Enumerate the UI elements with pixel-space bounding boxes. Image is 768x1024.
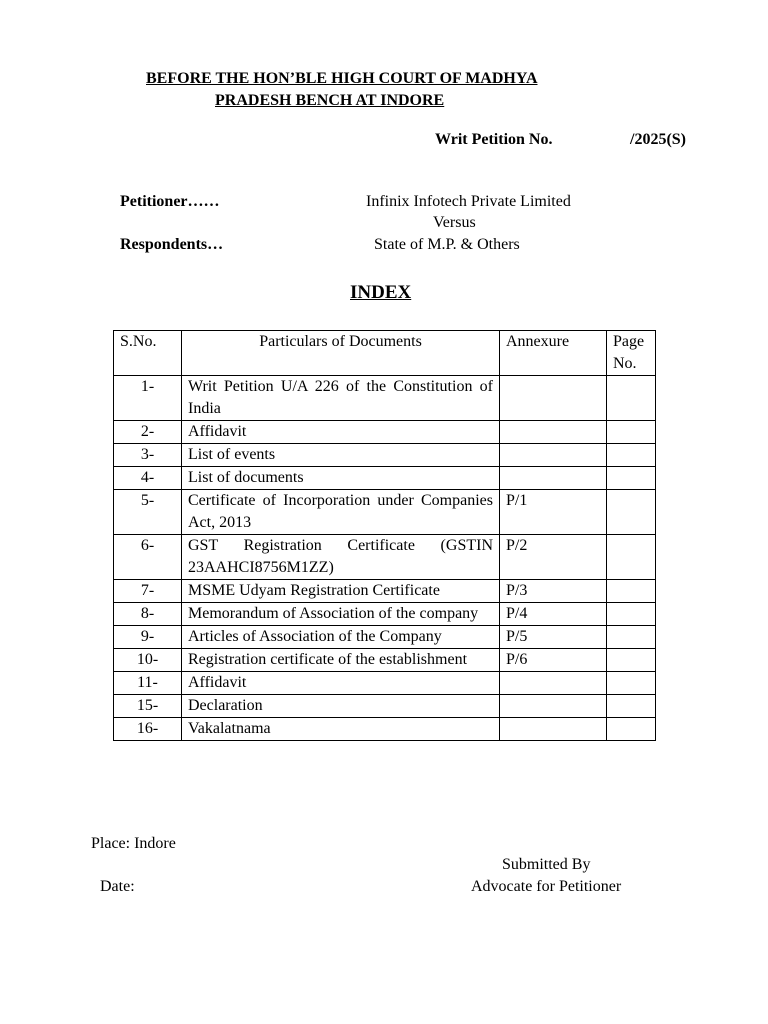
table-row (114, 672, 656, 695)
row-particulars: Declaration (182, 695, 500, 718)
row-sno: 5- (114, 490, 182, 535)
table-row (114, 603, 656, 626)
row-sno: 11- (114, 672, 182, 695)
row-page-no (607, 444, 656, 467)
row-annexure (500, 672, 607, 695)
row-page-no (607, 649, 656, 672)
row-annexure (500, 444, 607, 467)
advocate-text: Advocate for Petitioner (471, 878, 622, 895)
row-page-no (607, 695, 656, 718)
header-sno: S.No. (114, 331, 182, 376)
row-page-no (607, 490, 656, 535)
writ-petition-label: Writ Petition No. (435, 131, 553, 148)
row-annexure: P/6 (500, 649, 607, 672)
row-particulars: List of events (182, 444, 500, 467)
table-header-row (114, 331, 656, 376)
row-page-no (607, 603, 656, 626)
table-row (114, 649, 656, 672)
date-label: Date: (100, 878, 135, 895)
table-row (114, 626, 656, 649)
petitioner-label: Petitioner…… (120, 193, 220, 210)
row-annexure: P/1 (500, 490, 607, 535)
row-sno: 15- (114, 695, 182, 718)
row-annexure (500, 376, 607, 421)
row-particulars: Articles of Association of the Company (182, 626, 500, 649)
table-row (114, 376, 656, 421)
row-sno: 2- (114, 421, 182, 444)
table-row (114, 490, 656, 535)
row-annexure: P/4 (500, 603, 607, 626)
row-particulars: Writ Petition U/A 226 of the Constitution of India (182, 376, 500, 421)
table-row (114, 421, 656, 444)
row-particulars: Vakalatnama (182, 718, 500, 741)
row-particulars: Memorandum of Association of the company (182, 603, 500, 626)
court-heading-line-2: PRADESH BENCH AT INDORE (215, 92, 445, 109)
row-sno: 6- (114, 535, 182, 580)
row-page-no (607, 376, 656, 421)
row-page-no (607, 672, 656, 695)
submitted-by-text: Submitted By (502, 856, 591, 873)
row-sno: 7- (114, 580, 182, 603)
petitioner-name: Infinix Infotech Private Limited (366, 193, 571, 210)
table-row (114, 535, 656, 580)
table-row (114, 580, 656, 603)
row-sno: 8- (114, 603, 182, 626)
writ-petition-suffix: /2025(S) (630, 131, 686, 148)
row-particulars: Affidavit (182, 421, 500, 444)
row-annexure: P/2 (500, 535, 607, 580)
header-particulars: Particulars of Documents (182, 331, 500, 376)
row-page-no (607, 421, 656, 444)
row-page-no (607, 467, 656, 490)
row-particulars: Affidavit (182, 672, 500, 695)
row-sno: 16- (114, 718, 182, 741)
row-page-no (607, 718, 656, 741)
row-particulars: Certificate of Incorporation under Companies Act, 2013 (182, 490, 500, 535)
row-sno: 9- (114, 626, 182, 649)
row-sno: 4- (114, 467, 182, 490)
row-particulars: MSME Udyam Registration Certificate (182, 580, 500, 603)
table-row (114, 444, 656, 467)
row-sno: 1- (114, 376, 182, 421)
row-annexure: P/3 (500, 580, 607, 603)
versus-text: Versus (433, 214, 476, 231)
header-annexure: Annexure (500, 331, 607, 376)
respondents-name: State of M.P. & Others (374, 236, 520, 253)
row-sno: 10- (114, 649, 182, 672)
row-annexure: P/5 (500, 626, 607, 649)
row-page-no (607, 535, 656, 580)
row-annexure (500, 695, 607, 718)
index-title: INDEX (350, 282, 412, 303)
table-row (114, 718, 656, 741)
row-annexure (500, 718, 607, 741)
table-row (114, 467, 656, 490)
index-table (113, 330, 656, 741)
row-annexure (500, 421, 607, 444)
row-particulars: List of documents (182, 467, 500, 490)
row-particulars: Registration certificate of the establishment (182, 649, 500, 672)
row-sno: 3- (114, 444, 182, 467)
respondents-label: Respondents… (120, 236, 224, 253)
table-row (114, 695, 656, 718)
row-page-no (607, 626, 656, 649)
court-heading-line-1: BEFORE THE HON’BLE HIGH COURT OF MADHYA (146, 70, 538, 87)
row-annexure (500, 467, 607, 490)
header-page-no: Page No. (607, 331, 656, 376)
row-page-no (607, 580, 656, 603)
row-particulars: GST Registration Certificate (GSTIN 23AAHCI8756M1ZZ) (182, 535, 500, 580)
place-text: Place: Indore (91, 835, 176, 852)
